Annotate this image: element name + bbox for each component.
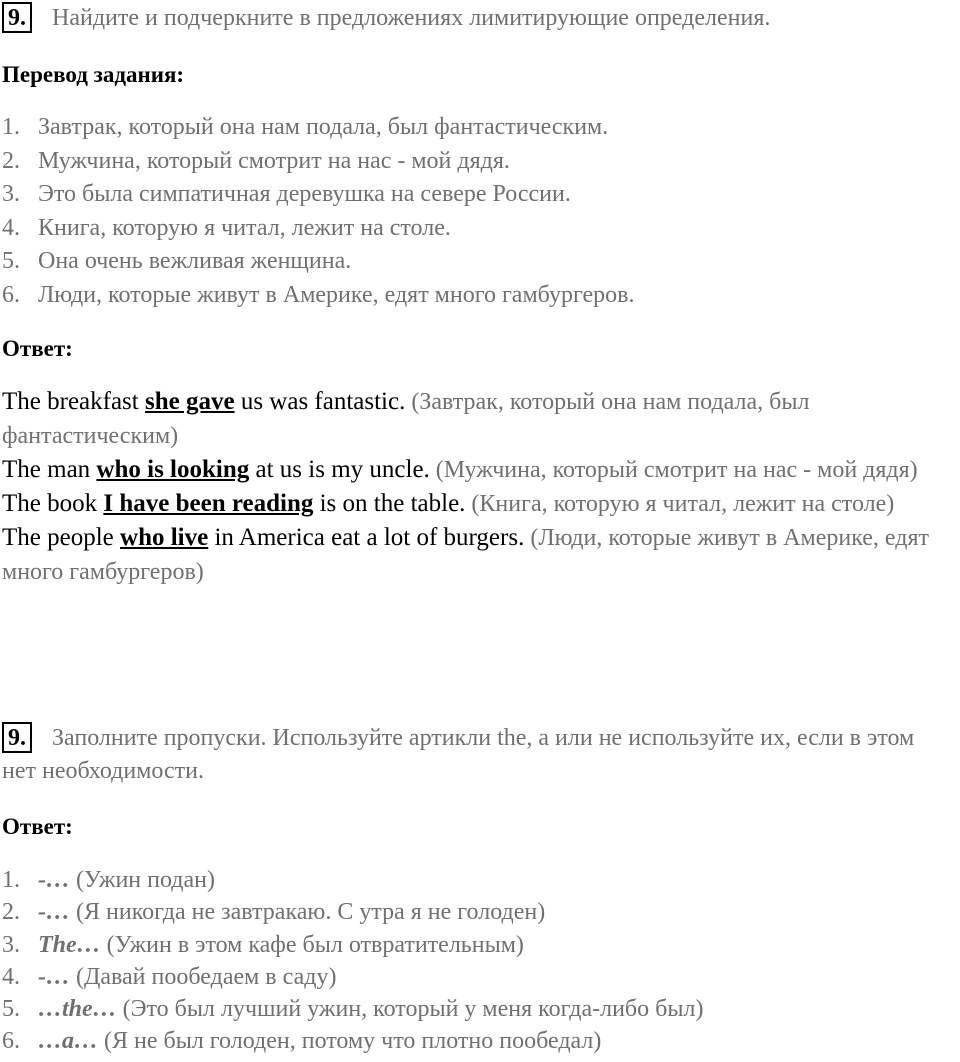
article-answer: …a… — [38, 1028, 98, 1055]
item-number: 5. — [2, 996, 20, 1023]
answers-block — [2, 385, 958, 589]
item-text: Книга, которую я читал, лежит на столе. — [38, 214, 451, 241]
article-answer: -… — [38, 963, 70, 990]
item-translation: (Это был лучший ужин, который у меня когда-либо был) — [116, 996, 704, 1023]
item-translation: (Я никогда не завтракаю. С утра я не голоден) — [70, 899, 546, 926]
limiting-clause: who live — [120, 524, 209, 551]
answer-post: is on the table. — [313, 490, 466, 517]
translation-heading: Перевод задания: — [2, 62, 185, 87]
item-text: Люди, которые живут в Америке, едят много гамбургеров. — [38, 281, 635, 308]
item-text: Это была симпатичная деревушка на севере России. — [38, 181, 571, 207]
translation-list — [2, 111, 634, 312]
item-number: 5. — [2, 248, 20, 274]
answer-pre: The book — [2, 490, 104, 517]
list-item — [2, 993, 703, 1025]
answer-heading-1: Ответ: — [2, 336, 73, 361]
list-item — [2, 1025, 703, 1057]
item-number: 6. — [2, 281, 20, 308]
answer-post: us was fantastic. — [234, 388, 406, 415]
answer-post: in America eat a lot of burgers. — [208, 524, 525, 551]
task-1-instruction: Найдите и подчеркните в предложениях лимитирующие определения. — [52, 5, 771, 31]
item-number: 4. — [2, 963, 20, 990]
list-item — [2, 111, 634, 145]
list-item — [2, 896, 703, 928]
item-number: 6. — [2, 1028, 20, 1055]
list-item — [2, 279, 634, 313]
task-2-number-box: 9. — [2, 722, 32, 753]
item-number: 1. — [2, 867, 20, 893]
answer-translation: (Книга, которую я читал, лежит на столе) — [465, 491, 895, 517]
item-number: 1. — [2, 114, 20, 140]
task-1-number-box: 9. — [2, 2, 32, 33]
answer-pre: The man — [2, 456, 97, 483]
limiting-clause: who is looking — [96, 456, 250, 483]
list-item — [2, 145, 634, 179]
list-item — [2, 929, 703, 961]
item-translation: (Ужин в этом кафе был отвратительным) — [100, 931, 524, 958]
article-answer: -… — [38, 899, 70, 926]
answer-post: at us is my uncle. — [249, 456, 430, 483]
answer-pre: The people — [2, 524, 121, 551]
list-item — [2, 212, 634, 246]
answer-sentence — [2, 385, 958, 453]
answer-sentence — [2, 453, 958, 487]
article-answer: -… — [38, 867, 70, 893]
item-translation: (Давай пообедаем в саду) — [70, 963, 337, 990]
item-number: 3. — [2, 931, 20, 958]
answer-sentence — [2, 487, 958, 521]
list-item — [2, 245, 634, 279]
item-translation: (Я не был голоден, потому что плотно пообедал) — [98, 1028, 602, 1055]
item-number: 4. — [2, 214, 20, 241]
answer-pre: The breakfast — [2, 388, 145, 415]
answer-heading-2: Ответ: — [2, 814, 73, 839]
article-answer: The… — [38, 931, 101, 958]
answer-translation: (Завтрак, который она нам подала, был фантастическим) — [2, 389, 810, 449]
limiting-clause: she gave — [144, 388, 235, 415]
limiting-clause: I have been reading — [103, 490, 314, 517]
answer-translation: (Люди, которые живут в Америке, едят много гамбургеров) — [2, 525, 929, 585]
item-number: 3. — [2, 181, 20, 207]
task-2-instruction: Заполните пропуски. Используйте артикли the, a или не используйте их, если в этом нет необходимости. — [2, 725, 915, 784]
answer-sentence — [2, 521, 958, 589]
item-text: Мужчина, который смотрит на нас - мой дядя. — [38, 147, 510, 174]
item-number: 2. — [2, 147, 20, 174]
task-1-instruction-line — [2, 2, 952, 35]
item-number: 2. — [2, 899, 20, 926]
item-translation: (Ужин подан) — [70, 867, 215, 893]
item-text: Завтрак, который она нам подала, был фантастическим. — [38, 114, 609, 140]
answer-list-2 — [2, 864, 703, 1058]
answer-translation: (Мужчина, который смотрит на нас - мой дядя) — [429, 457, 918, 483]
article-answer: …the… — [38, 996, 117, 1023]
list-item — [2, 864, 703, 896]
list-item — [2, 961, 703, 993]
item-text: Она очень вежливая женщина. — [38, 248, 352, 274]
list-item — [2, 178, 634, 212]
task-2-instruction-line — [2, 722, 952, 788]
